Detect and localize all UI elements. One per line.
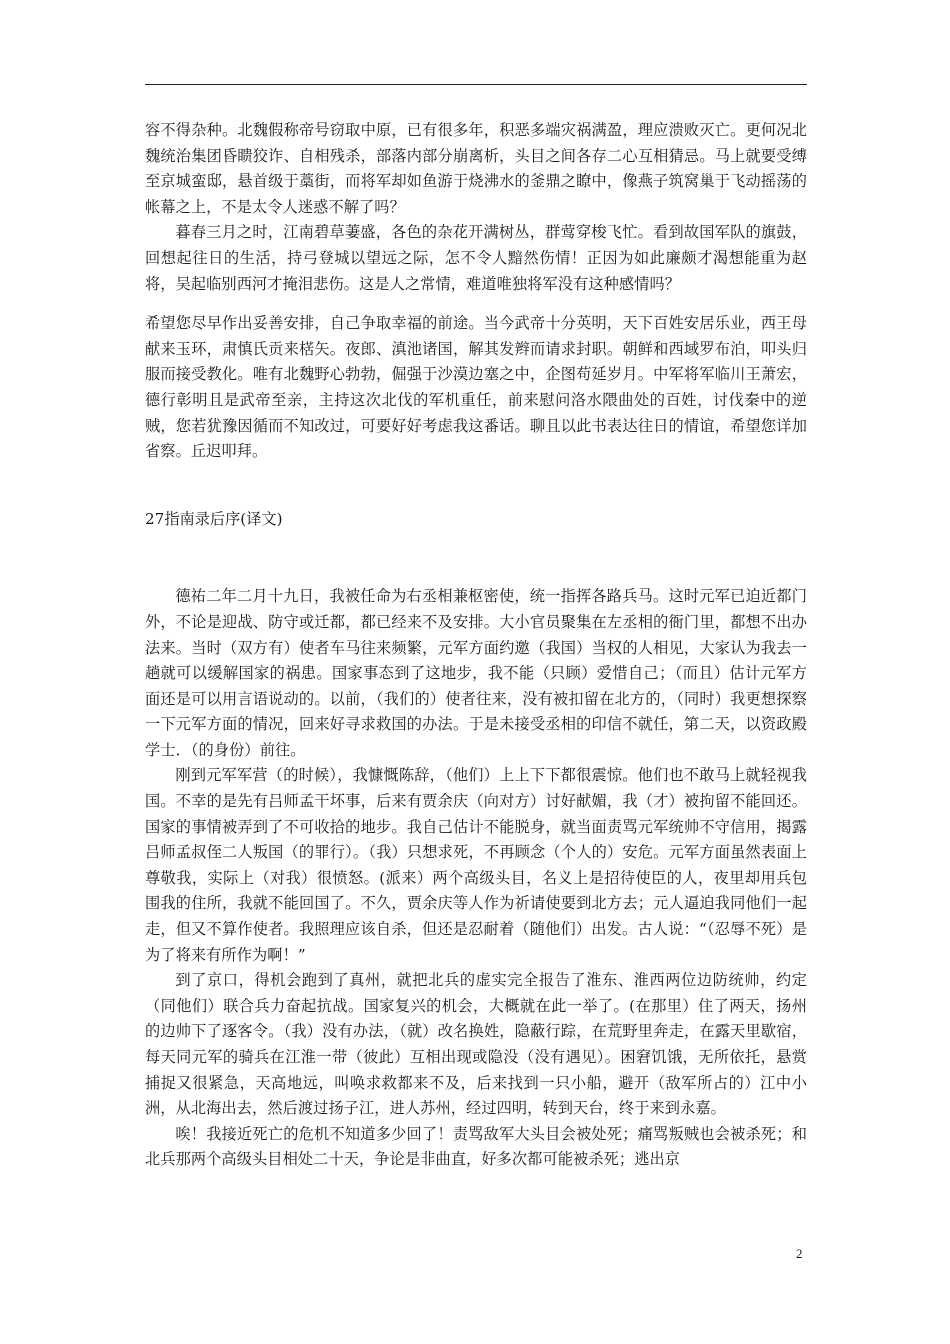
paragraph-appointment: 德祐二年二月十九日，我被任命为右丞相兼枢密使，统一指挥各路兵马。这时元军已迫近都门外，不论是迎战、防守或迁都，都已经来不及安排。大小官员聚集在左丞相的衙门里，都想不出办法来。当时（双方有）使者车马往来频繁，元军方面约邀（我国）当权的人相见，大家认为我去一趟就可以缓解国家的祸患。国家事态到了这地步，我不能（只顾）爱惜自己；（而且）估计元军方面还是可以用言语说动的。以前，（我们的）使者往来，没有被扣留在北方的，（同时）我更想探察一下元军方面的情况，回来好寻求救国的办法。于是未接受丞相的印信不就任，第二天，以资政殿学士．（的身份）前往。 bbox=[145, 587, 807, 759]
document-body bbox=[145, 118, 807, 1173]
section-gap bbox=[145, 465, 807, 507]
paragraph-gap bbox=[145, 297, 807, 311]
paragraph-captivity: 刚到元军军营（的时候），我慷慨陈辞，（他们）上上下下都很震惊。他们也不敢马上就轻视我国。不幸的是先有吕师孟干坏事，后来有贾余庆（向对方）讨好献媚，我（才）被拘留不能回还。国家的事情被弄到了不可收拾的地步。我自己估计不能脱身，就当面责骂元军统帅不守信用，揭露吕师孟叔侄二人叛国（的罪行）。（我）只想求死，不再顾念（个人的）安危。元军方面虽然表面上尊敬我，实际上（对我）很愤怒。(派来）两个高级头目，名义上是招待使臣的人，夜里却用兵包围我的住所，我就不能回国了。不久，贾余庆等人作为祈请使要到北方去；元人逼迫我同他们一起走，但又不算作使者。我照理应该自杀，但还是忍耐着（随他们）出发。古人说：“（忍辱不死）是为了将来有所作为啊！” bbox=[145, 766, 807, 964]
section-title: 27指南录后序(译文) bbox=[145, 509, 283, 528]
paragraph-late-spring: 暮春三月之时，江南碧草萋盛，各色的杂花开满树丛，群莺穿梭飞忙。看到故国军队的旗鼓，回想起往日的生活，持弓登城以望远之际，怎不令人黯然伤情！正因为如此廉颇才渴想能重为赵将，吴起临别西河才掩泪悲伤。这是人之常情，难道唯独将军没有这种感情吗？ bbox=[145, 223, 807, 293]
page-number: 2 bbox=[796, 1246, 803, 1261]
paragraph-continued: 容不得杂种。北魏假称帝号窃取中原，已有很多年，积恶多端灾祸满盈，理应溃败灭亡。更何况北魏统治集团昏瞆狡诈、自相残杀，部落内部分崩离析，头目之间各存二心互相猜忌。马上就要受缚至京城蛮邸，悬首级于藁街，而将军却如鱼游于烧沸水的釜鼎之瞭中，像燕子筑窝巢于飞动摇荡的帐幕之上，不是太令人迷惑不解了吗？ bbox=[145, 121, 807, 216]
paragraph-dangers: 唉！我接近死亡的危机不知道多少回了！责骂敌军大头目会被处死；痛骂叛贼也会被杀死；和北兵那两个高级头目相处二十天，争论是非曲直，好多次都可能被杀死；逃出京 bbox=[145, 1124, 807, 1169]
paragraph-closing: 希望您尽早作出妥善安排，自己争取幸福的前途。当今武帝十分英明，天下百姓安居乐业，西王母献来玉环，肃慎氏贡来楛矢。夜郎、滇池诸国，解其发辫而请求封职。朝鲜和西域罗布泊，叩头归服而接受教化。唯有北魏野心勃勃，倔强于沙漠边塞之中，企图苟延岁月。中军将军临川王萧宏，德行彰明且是武帝至亲，主持这次北伐的军机重任，前来慰问洛水隈曲处的百姓，讨伐秦中的逆贼，您若犹豫因循而不知改过，可要好好考虑我这番话。聊且以此书表达往日的情谊，希望您详加省察。丘迟叩拜。 bbox=[145, 314, 807, 461]
header-rule bbox=[145, 84, 807, 85]
section-gap bbox=[145, 532, 807, 584]
paragraph-escape: 到了京口，得机会跑到了真州，就把北兵的虚实完全报告了淮东、淮西两位边防统帅，约定（同他们）联合兵力奋起抗战。国家复兴的机会，大概就在此一举了。(在那里）住了两天，扬州的边帅下了逐客令。（我）没有办法，（就）改名换姓，隐蔽行踪，在荒野里奔走，在露天里歇宿，每天同元军的骑兵在江淮一带（彼此）互相出现或隐没（没有遇见）。困窘饥饿，无所依托，悬赏捕捉又很紧急，天高地远，叫唤求救都来不及，后来找到一只小船，避开（敌军所占的）江中小洲，从北海出去，然后渡过扬子江，进人苏州，经过四明，转到天台，终于来到永嘉。 bbox=[145, 971, 807, 1118]
